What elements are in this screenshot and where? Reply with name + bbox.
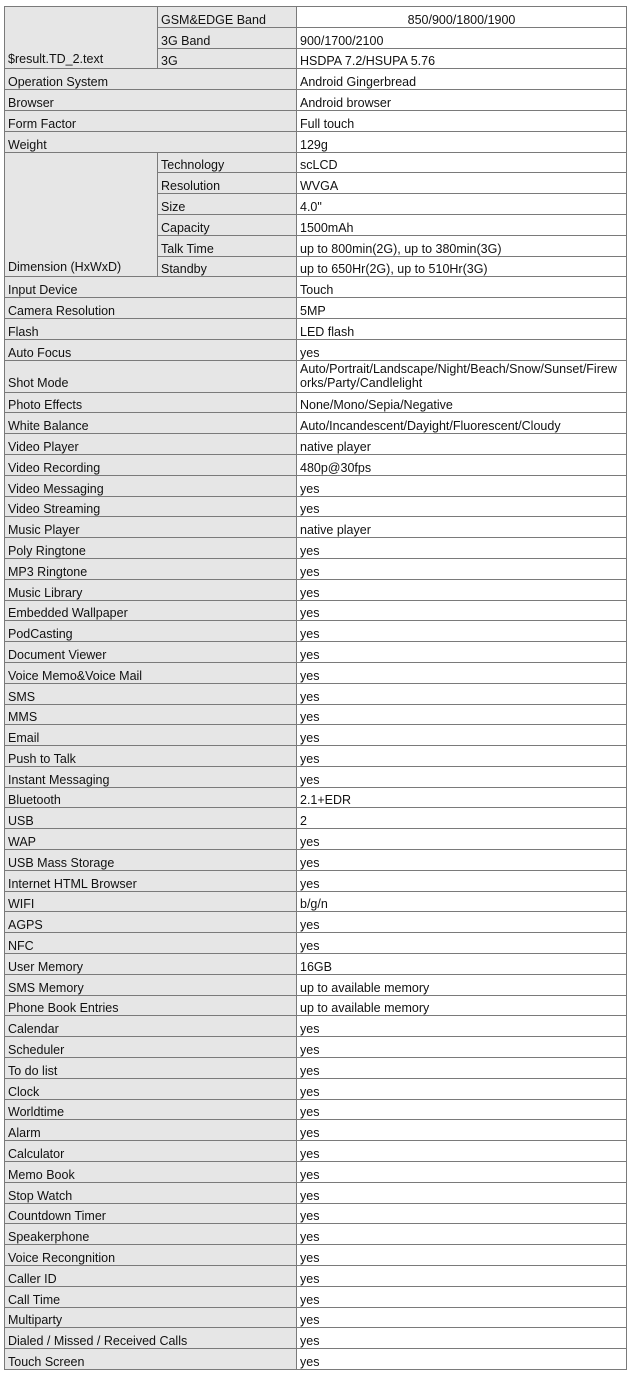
row-value: yes <box>297 746 627 767</box>
row-value: yes <box>297 662 627 683</box>
row-label: Size <box>158 194 297 215</box>
table-row <box>5 870 627 891</box>
table-row <box>5 1224 627 1245</box>
row-value: b/g/n <box>297 891 627 912</box>
network-group-label: $result.TD_2.text <box>5 7 158 69</box>
row-value: yes <box>297 829 627 850</box>
row-value: yes <box>297 725 627 746</box>
row-value: Full touch <box>297 110 627 131</box>
table-row <box>5 1349 627 1370</box>
row-label: MP3 Ringtone <box>5 558 297 579</box>
table-row <box>5 891 627 912</box>
row-value: WVGA <box>297 173 627 194</box>
table-row <box>5 558 627 579</box>
table-row <box>5 1162 627 1183</box>
row-value: yes <box>297 912 627 933</box>
row-value: 5MP <box>297 298 627 319</box>
row-label: Scheduler <box>5 1037 297 1058</box>
table-row <box>5 434 627 455</box>
row-value: scLCD <box>297 152 627 173</box>
table-row <box>5 829 627 850</box>
row-label: Technology <box>158 152 297 173</box>
row-label: Flash <box>5 318 297 339</box>
row-label: Speakerphone <box>5 1224 297 1245</box>
row-value: yes <box>297 642 627 663</box>
table-row <box>5 298 627 319</box>
table-row <box>5 152 627 173</box>
row-value: LED flash <box>297 318 627 339</box>
row-value: yes <box>297 1349 627 1370</box>
table-row <box>5 454 627 475</box>
row-label: AGPS <box>5 912 297 933</box>
table-row <box>5 1307 627 1328</box>
table-row <box>5 912 627 933</box>
row-label: Worldtime <box>5 1099 297 1120</box>
table-row <box>5 110 627 131</box>
row-label: Memo Book <box>5 1162 297 1183</box>
row-value: Android Gingerbread <box>297 69 627 90</box>
row-label: NFC <box>5 933 297 954</box>
row-label: WIFI <box>5 891 297 912</box>
row-value: yes <box>297 600 627 621</box>
row-label: Operation System <box>5 69 297 90</box>
row-label: Call Time <box>5 1286 297 1307</box>
row-value: yes <box>297 1266 627 1287</box>
row-label: Browser <box>5 90 297 111</box>
row-value: 2.1+EDR <box>297 787 627 808</box>
table-row <box>5 131 627 152</box>
row-label: MMS <box>5 704 297 725</box>
table-row <box>5 1266 627 1287</box>
row-value: None/Mono/Sepia/Negative <box>297 392 627 413</box>
row-value: yes <box>297 850 627 871</box>
table-row <box>5 1058 627 1079</box>
table-row <box>5 974 627 995</box>
row-value: 480p@30fps <box>297 454 627 475</box>
table-row <box>5 413 627 434</box>
table-row <box>5 496 627 517</box>
row-label: SMS Memory <box>5 974 297 995</box>
row-label: Countdown Timer <box>5 1203 297 1224</box>
table-row <box>5 579 627 600</box>
row-label: Caller ID <box>5 1266 297 1287</box>
row-label: Capacity <box>158 214 297 235</box>
row-label: To do list <box>5 1058 297 1079</box>
row-label: Shot Mode <box>5 360 297 392</box>
row-value: yes <box>297 683 627 704</box>
row-label: Document Viewer <box>5 642 297 663</box>
row-label: Clock <box>5 1078 297 1099</box>
row-label: Music Library <box>5 579 297 600</box>
table-row <box>5 954 627 975</box>
row-value: Android browser <box>297 90 627 111</box>
row-value: Auto/Portrait/Landscape/Night/Beach/Snow/Sunset/Fireworks/Party/Candlelight <box>297 360 627 392</box>
row-label: User Memory <box>5 954 297 975</box>
row-label: 3G Band <box>158 27 297 48</box>
table-row <box>5 1120 627 1141</box>
table-row <box>5 1141 627 1162</box>
table-row <box>5 392 627 413</box>
table-row <box>5 1182 627 1203</box>
row-label: Embedded Wallpaper <box>5 600 297 621</box>
row-value: yes <box>297 1182 627 1203</box>
row-label: Auto Focus <box>5 339 297 360</box>
row-value: yes <box>297 1141 627 1162</box>
row-label: Stop Watch <box>5 1182 297 1203</box>
table-row <box>5 1016 627 1037</box>
spec-table-body <box>5 7 627 1370</box>
table-row <box>5 1037 627 1058</box>
table-row <box>5 1203 627 1224</box>
row-label: Multiparty <box>5 1307 297 1328</box>
row-label: Calculator <box>5 1141 297 1162</box>
row-label: GSM&EDGE Band <box>158 7 297 28</box>
row-label: Input Device <box>5 277 297 298</box>
table-row <box>5 995 627 1016</box>
row-value: yes <box>297 1328 627 1349</box>
row-label: SMS <box>5 683 297 704</box>
table-row <box>5 600 627 621</box>
row-label: Camera Resolution <box>5 298 297 319</box>
row-value: yes <box>297 870 627 891</box>
row-value: yes <box>297 496 627 517</box>
table-row <box>5 787 627 808</box>
row-value: yes <box>297 1224 627 1245</box>
row-value: 850/900/1800/1900 <box>297 7 627 28</box>
table-row <box>5 704 627 725</box>
table-row <box>5 475 627 496</box>
row-label: Music Player <box>5 517 297 538</box>
row-value: yes <box>297 339 627 360</box>
row-value: yes <box>297 704 627 725</box>
row-value: yes <box>297 766 627 787</box>
row-label: PodCasting <box>5 621 297 642</box>
table-row <box>5 277 627 298</box>
row-value: HSDPA 7.2/HSUPA 5.76 <box>297 48 627 69</box>
row-label: Push to Talk <box>5 746 297 767</box>
row-value: Touch <box>297 277 627 298</box>
row-label: Touch Screen <box>5 1349 297 1370</box>
row-value: yes <box>297 1307 627 1328</box>
row-value: up to 800min(2G), up to 380min(3G) <box>297 235 627 256</box>
row-value: Auto/Incandescent/Dayight/Fluorescent/Cloudy <box>297 413 627 434</box>
row-value: yes <box>297 579 627 600</box>
row-value: up to 650Hr(2G), up to 510Hr(3G) <box>297 256 627 277</box>
row-label: Video Recording <box>5 454 297 475</box>
table-row <box>5 1286 627 1307</box>
row-value: up to available memory <box>297 974 627 995</box>
row-label: Standby <box>158 256 297 277</box>
table-row <box>5 1099 627 1120</box>
row-label: Video Streaming <box>5 496 297 517</box>
table-row <box>5 339 627 360</box>
row-label: USB <box>5 808 297 829</box>
row-label: Email <box>5 725 297 746</box>
table-row <box>5 621 627 642</box>
table-row <box>5 1245 627 1266</box>
row-label: Voice Memo&Voice Mail <box>5 662 297 683</box>
row-label: Weight <box>5 131 297 152</box>
row-label: Internet HTML Browser <box>5 870 297 891</box>
row-value: yes <box>297 1078 627 1099</box>
row-label: White Balance <box>5 413 297 434</box>
dimension-group-label: Dimension (HxWxD) <box>5 152 158 277</box>
row-label: Poly Ringtone <box>5 538 297 559</box>
row-value: yes <box>297 1245 627 1266</box>
row-value: 129g <box>297 131 627 152</box>
row-value: up to available memory <box>297 995 627 1016</box>
row-value: yes <box>297 1120 627 1141</box>
row-value: yes <box>297 1016 627 1037</box>
row-value: 16GB <box>297 954 627 975</box>
row-value: 900/1700/2100 <box>297 27 627 48</box>
row-label: USB Mass Storage <box>5 850 297 871</box>
row-value: yes <box>297 538 627 559</box>
table-row <box>5 1078 627 1099</box>
row-value: yes <box>297 475 627 496</box>
row-label: Voice Recongnition <box>5 1245 297 1266</box>
row-value: yes <box>297 1037 627 1058</box>
table-row <box>5 1328 627 1349</box>
table-row <box>5 642 627 663</box>
row-label: Alarm <box>5 1120 297 1141</box>
row-value: yes <box>297 1058 627 1079</box>
table-row <box>5 538 627 559</box>
table-row <box>5 766 627 787</box>
row-value: yes <box>297 933 627 954</box>
row-value: yes <box>297 1203 627 1224</box>
row-label: Video Messaging <box>5 475 297 496</box>
row-label: Photo Effects <box>5 392 297 413</box>
row-value: native player <box>297 517 627 538</box>
row-label: Form Factor <box>5 110 297 131</box>
table-row <box>5 746 627 767</box>
table-row <box>5 725 627 746</box>
row-label: 3G <box>158 48 297 69</box>
row-value: native player <box>297 434 627 455</box>
table-row <box>5 517 627 538</box>
row-label: Bluetooth <box>5 787 297 808</box>
row-value: 4.0" <box>297 194 627 215</box>
table-row <box>5 850 627 871</box>
row-value: yes <box>297 1286 627 1307</box>
table-row <box>5 808 627 829</box>
row-value: 2 <box>297 808 627 829</box>
row-value: yes <box>297 621 627 642</box>
row-label: Calendar <box>5 1016 297 1037</box>
row-label: Dialed / Missed / Received Calls <box>5 1328 297 1349</box>
row-label: WAP <box>5 829 297 850</box>
spec-table <box>4 6 627 1370</box>
table-row <box>5 7 627 28</box>
row-value: yes <box>297 1162 627 1183</box>
table-row <box>5 318 627 339</box>
table-row <box>5 360 627 392</box>
table-row <box>5 662 627 683</box>
row-value: yes <box>297 1099 627 1120</box>
row-label: Talk Time <box>158 235 297 256</box>
table-row <box>5 90 627 111</box>
row-value: 1500mAh <box>297 214 627 235</box>
row-label: Phone Book Entries <box>5 995 297 1016</box>
row-value: yes <box>297 558 627 579</box>
table-row <box>5 69 627 90</box>
row-label: Video Player <box>5 434 297 455</box>
table-row <box>5 683 627 704</box>
row-label: Instant Messaging <box>5 766 297 787</box>
row-label: Resolution <box>158 173 297 194</box>
table-row <box>5 933 627 954</box>
